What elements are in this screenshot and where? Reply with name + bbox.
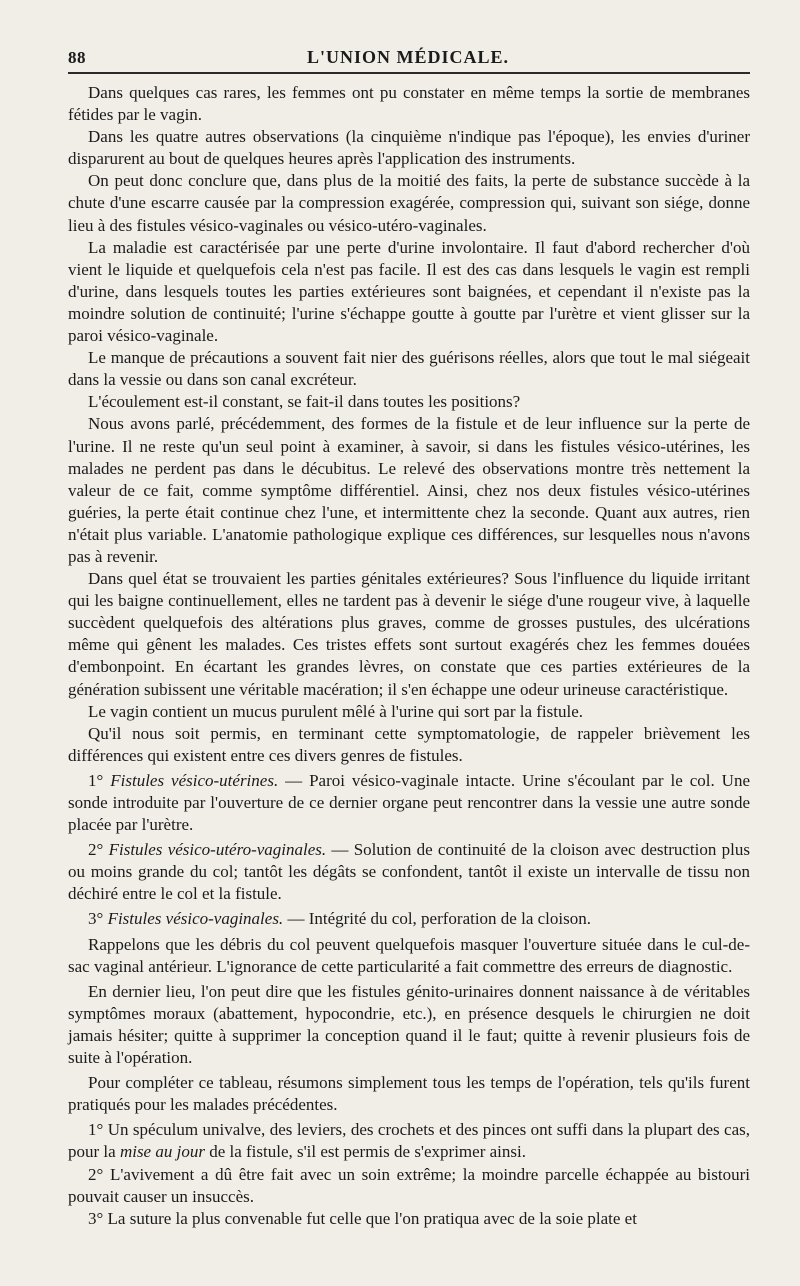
paragraph: Qu'il nous soit permis, en terminant cette symptomatologie, de rappeler brièvement les différences qui existent entre ces divers genres de fistules. xyxy=(68,723,750,765)
item-number: 2° xyxy=(88,840,104,860)
operation-step: 1° Un spéculum univalve, des leviers, des crochets et des pinces ont suffi dans la plupart des cas, pour la mise au jour de la fistule, s'il est permis de s'exprimer ainsi. xyxy=(68,1120,750,1162)
article-body xyxy=(68,82,750,1230)
fistule-type-item xyxy=(68,839,750,905)
paragraph: Dans quel état se trouvaient les parties génitales extérieures? Sous l'influence du liquide irritant qui les baigne continuellement, elles ne tardent pas à devenir le siége d'une rougeur vive, à laquelle succèdent quelquefois des altérations plus graves, comme de grosses pustules, des ulcérations même qui gênent les malades. Ces tristes effets sont surtout exagérés chez les femmes douées d'embonpoint. En écartant les grandes lèvres, on constate que ces parties extérieures de la génération subissent une véritable macération; il s'en échappe une odeur urineuse caractéristique. xyxy=(68,569,750,699)
page-header xyxy=(68,44,748,70)
fistule-type-item xyxy=(68,770,750,836)
paragraph: L'écoulement est-il constant, se fait-il dans toutes les positions? xyxy=(88,392,521,412)
running-title: L'UNION MÉDICALE. xyxy=(306,47,510,67)
paragraph: La maladie est caractérisée par une perte d'urine involontaire. Il faut d'abord rechercher d'où vient le liquide et quelquefois cela n'est pas facile. Il est des cas dans lesquels le vagin est rempli d'urine, dans lesquels toutes les parties extérieures sont baignées, et cependant il n'existe pas la moindre solution de continuité; l'urine s'échappe goutte à goutte par l'urètre et vient glisser sur la paroi vésico-vaginale. xyxy=(68,237,750,346)
paragraph: Le vagin contient un mucus purulent mêlé à l'urine qui sort par la fistule. xyxy=(88,701,583,721)
paragraph: Pour compléter ce tableau, résumons simplement tous les temps de l'opération, tels qu'ils furent pratiqués pour les malades précédentes. xyxy=(68,1073,750,1115)
header-rule xyxy=(68,72,750,74)
paragraph: Rappelons que les débris du col peuvent quelquefois masquer l'ouverture située dans le cul-de-sac vaginal antérieur. L'ignorance de cette particularité a fait commettre des erreurs de diagnostic. xyxy=(68,934,750,976)
paragraph: En dernier lieu, l'on peut dire que les fistules génito-urinaires donnent naissance à de véritables symptômes moraux (abattement, hypocondrie, etc.), en présence desquels le chirurgien ne doit jamais hésiter; quitte à supprimer la conception quand il le faut; quitte à revenir plusieurs fois de suite à l'opération. xyxy=(68,981,750,1068)
paragraph: Dans quelques cas rares, les femmes ont pu constater en même temps la sortie de membranes fétides par le vagin. xyxy=(68,83,750,125)
paragraph: On peut donc conclure que, dans plus de la moitié des faits, la perte de substance succède à la chute d'une escarre causée par la compression exagérée, compression qui, suivant son siége, donne lieu à des fistules vésico-vaginales ou vésico-utéro-vaginales. xyxy=(68,171,750,235)
operation-step: 3° La suture la plus convenable fut celle que l'on pratiqua avec de la soie plate et xyxy=(88,1208,637,1228)
paragraph: Le manque de précautions a souvent fait nier des guérisons réelles, alors que tout le mal siégeait dans la vessie ou dans son canal excréteur. xyxy=(68,348,750,390)
item-number: 3° xyxy=(88,909,104,929)
paragraph: Nous avons parlé, précédemment, des formes de la fistule et de leur influence sur la perte de l'urine. Il ne reste qu'un seul point à examiner, à savoir, si dans les fistules vésico-utérines, les malades ne perdent pas dans le décubitus. Le relevé des observations montre très nettement la valeur de ce fait, comme symptôme différentiel. Ainsi, chez nos deux fistules vésico-utérines guéries, la perte était continue chez l'une, et intermittente chez la seconde. Quant aux autres, rien n'était plus variable. L'anatomie pathologique explique ces différences, sur lesquelles nous n'avons pas à revenir. xyxy=(68,414,750,566)
item-number: 1° xyxy=(88,770,104,790)
item-text: — Paroi vésico-vaginale intacte. Urine s'écoulant par le col. Une sonde introduite par l'ouverture de ce dernier organe peut rencontrer dans la vessie une autre sonde placée par l'urètre. xyxy=(68,770,751,835)
fistule-type-item xyxy=(68,908,750,930)
operation-step: 2° L'avivement a dû être fait avec un soin extrême; la moindre parcelle échappée au bistouri pouvait causer un insuccès. xyxy=(68,1164,750,1206)
page-number: 88 xyxy=(68,48,86,67)
paragraph: Dans les quatre autres observations (la cinquième n'indique pas l'époque), les envies d'uriner disparurent au bout de quelques heures après l'application des instruments. xyxy=(68,127,750,169)
item-name: Fistules vésico-vaginales. xyxy=(107,909,284,929)
item-text: — Intégrité du col, perforation de la cloison. xyxy=(283,909,591,929)
item-name: Fistules vésico-utéro-vaginales. xyxy=(108,840,327,860)
item-text: — Solution de continuité de la cloison avec destruction plus ou moins grande du col; tantôt les dégâts se confondent, tantôt il existe un intervalle de tissu non déchiré entre le col et la fistule. xyxy=(68,840,750,904)
item-name: Fistules vésico-utérines. xyxy=(110,770,279,790)
emphasis-text: mise au jour xyxy=(119,1142,205,1162)
